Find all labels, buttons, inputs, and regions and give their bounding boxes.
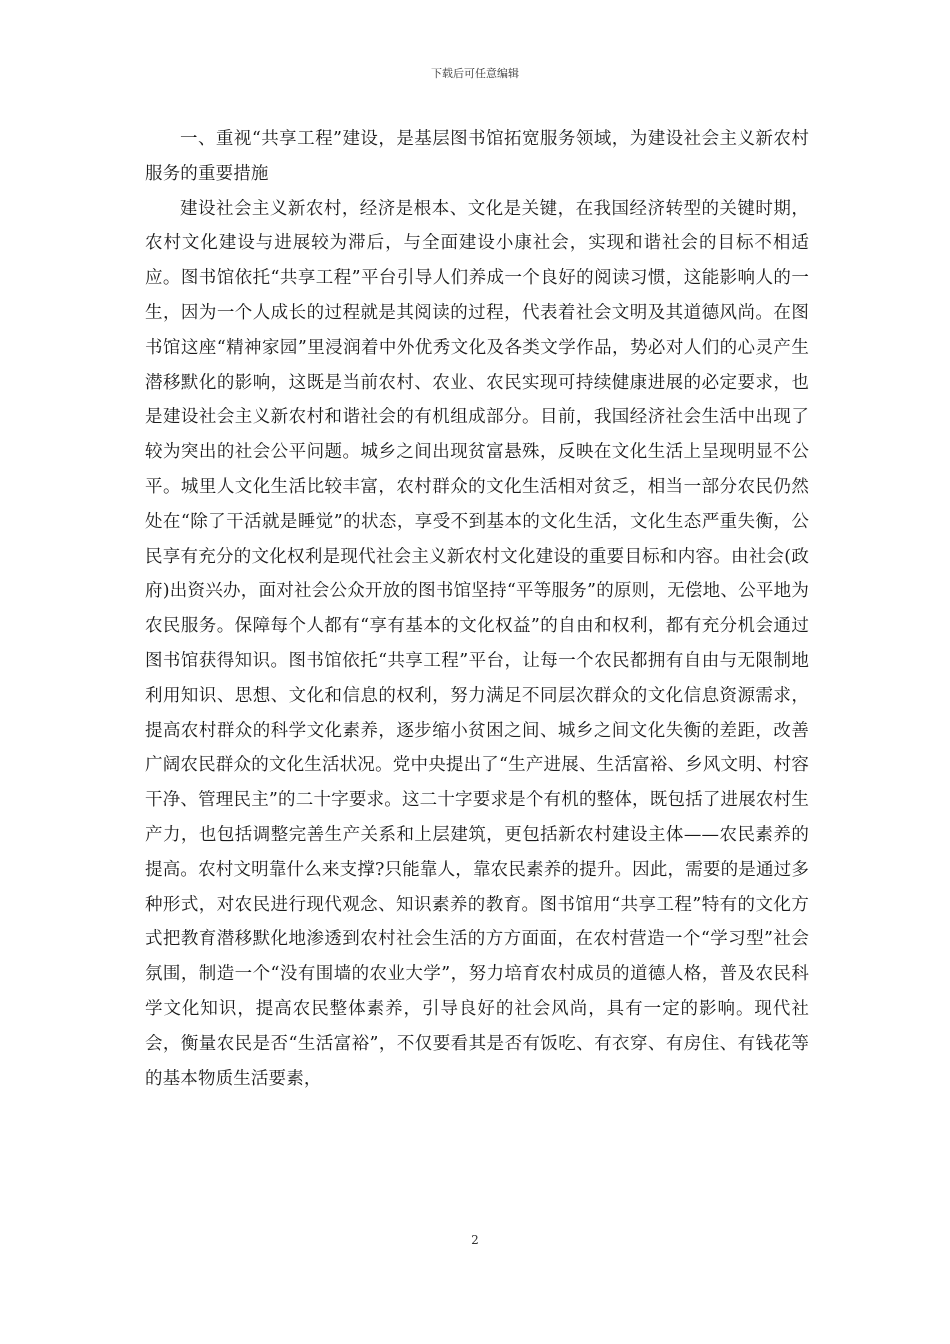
section-heading: 一、重视“共享工程”建设，是基层图书馆拓宽服务领域，为建设社会主义新农村服务的重要措施 bbox=[145, 129, 809, 184]
page-number: 2 bbox=[471, 1233, 479, 1247]
document-body bbox=[145, 122, 809, 1096]
body-paragraph: 建设社会主义新农村，经济是根本、文化是关键，在我国经济转型的关键时期，农村文化建设与进展较为滞后，与全面建设小康社会，实现和谐社会的目标不相适应。图书馆依托“共享工程”平台引导人们养成一个良好的阅读习惯，这能影响人的一生，因为一个人成长的过程就是其阅读的过程，代表着社会文明及其道德风尚。在图书馆这座“精神家园”里浸润着中外优秀文化及各类文学作品，势必对人们的心灵产生潜移默化的影响，这既是当前农村、农业、农民实现可持续健康进展的必定要求，也是建设社会主义新农村和谐社会的有机组成部分。目前，我国经济社会生活中出现了较为突出的社会公平问题。城乡之间出现贫富悬殊，反映在文化生活上呈现明显不公平。城里人文化生活比较丰富，农村群众的文化生活相对贫乏，相当一部分农民仍然处在“除了干活就是睡觉”的状态，享受不到基本的文化生活，文化生态严重失衡，公民享有充分的文化权利是现代社会主义新农村文化建设的重要目标和内容。由社会(政府)出资兴办，面对社会公众开放的图书馆坚持“平等服务”的原则，无偿地、公平地为农民服务。保障每个人都有“享有基本的文化权益”的自由和权利，都有充分机会通过图书馆获得知识。图书馆依托“共享工程”平台，让每一个农民都拥有自由与无限制地利用知识、思想、文化和信息的权利，努力满足不同层次群众的文化信息资源需求，提高农村群众的科学文化素养，逐步缩小贫困之间、城乡之间文化失衡的差距，改善广阔农民群众的文化生活状况。党中央提出了“生产进展、生活富裕、乡风文明、村容干净、管理民主”的二十字要求。这二十字要求是个有机的整体，既包括了进展农村生产力，也包括调整完善生产关系和上层建筑，更包括新农村建设主体——农民素养的提高。农村文明靠什么来支撑?只能靠人，靠农民素养的提升。因此，需要的是通过多种形式，对农民进行现代观念、知识素养的教育。图书馆用“共享工程”特有的文化方式把教育潜移默化地渗透到农村社会生活的方方面面，在农村营造一个“学习型”社会氛围，制造一个“没有围墙的农业大学”，努力培育农村成员的道德人格，普及农民科学文化知识，提高农民整体素养，引导良好的社会风尚，具有一定的影响。现代社会，衡量农民是否“生活富裕”，不仅要看其是否有饭吃、有衣穿、有房住、有钱花等的基本物质生活要素， bbox=[145, 198, 809, 1089]
page-header: 下载后可任意编辑 bbox=[431, 67, 519, 80]
